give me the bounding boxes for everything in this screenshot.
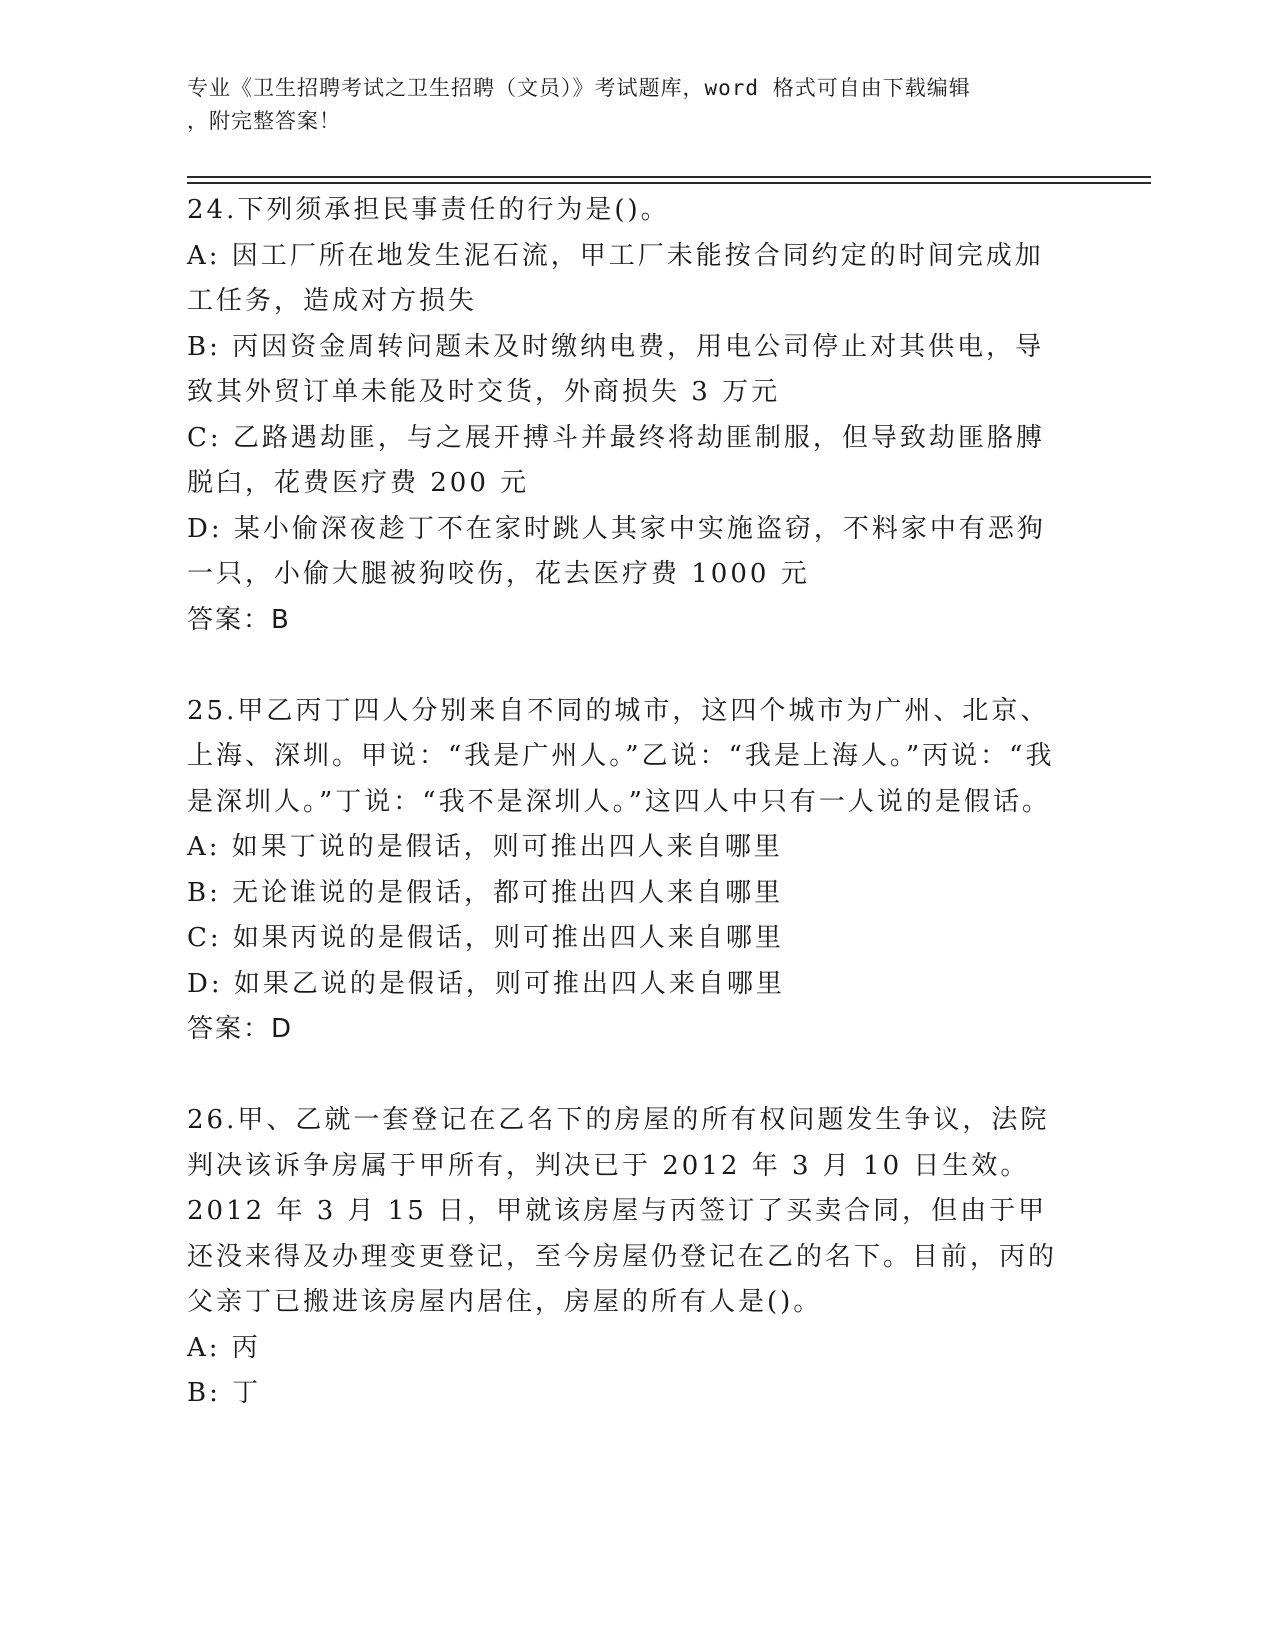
option-a: A: 如果丁说的是假话，则可推出四人来自哪里 [187,832,783,862]
header-title-line-2: ，附完整答案！ [187,109,341,133]
header-title-line-1: 专业《卫生招聘考试之卫生招聘（文员）》考试题库，word 格式可自由下载编辑 [187,76,971,100]
option-b: B: 无论谁说的是假话，都可推出四人来自哪里 [187,877,784,908]
question-stem: 25.甲乙丙丁四人分别来自不同的城市，这四个城市为广州、北京、上海、深圳。甲说：“我是广州人。”乙说：“我是上海人。”丙说：“我是深圳人。”丁说：“我不是深圳人。”这四人中只有一人说的是假话。 [187,695,1055,817]
document-header [187,72,1067,138]
option-a: A: 丙 [187,1332,261,1363]
question-list [187,188,1067,1417]
option-d: D: 如果乙说的是假话，则可推出四人来自哪里 [187,968,785,999]
question-spacer [187,643,1067,689]
option-c: C: 乙路遇劫匪，与之展开搏斗并最终将劫匪制服，但导致劫匪胳膊脱臼，花费医疗费 200 元 [187,422,1045,498]
question-25 [187,689,1067,1053]
option-b: B: 丁 [187,1378,262,1408]
answer-label: 答案：D [187,1014,294,1044]
header-divider-top [187,176,1151,178]
option-b: B: 丙因资金周转问题未及时缴纳电费，用电公司停止对其供电，导致其外贸订单未能及时交货，外商损失 3 万元 [187,331,1045,407]
option-d: D: 某小偷深夜趁丁不在家时跳人其家中实施盗窃，不料家中有恶狗一只，小偷大腿被狗咬伤，花去医疗费 1000 元 [187,513,1046,589]
question-stem: 24.下列须承担民事责任的行为是()。 [187,195,670,225]
question-stem: 26.甲、乙就一套登记在乙名下的房屋的所有权问题发生争议，法院判决该诉争房属于甲所有，判决已于 2012 年 3 月 10 日生效。2012 年 3 月 15 日，甲就该房屋与丙签订了买卖合同，但由于甲还没来得及办理变更登记，至今房屋仍登记在乙的名下。目前，丙的父亲丁已搬进该房屋内居住，房屋的所有人是()。 [187,1105,1058,1317]
question-24 [187,188,1067,643]
option-a: A: 因工厂所在地发生泥石流，甲工厂未能按合同约定的时间完成加工任务，造成对方损失 [187,240,1044,316]
question-spacer [187,1053,1067,1099]
option-c: C: 如果丙说的是假话，则可推出四人来自哪里 [187,923,784,953]
answer-label: 答案：B [187,604,291,635]
header-divider-bottom [187,182,1151,184]
question-26 [187,1098,1067,1417]
